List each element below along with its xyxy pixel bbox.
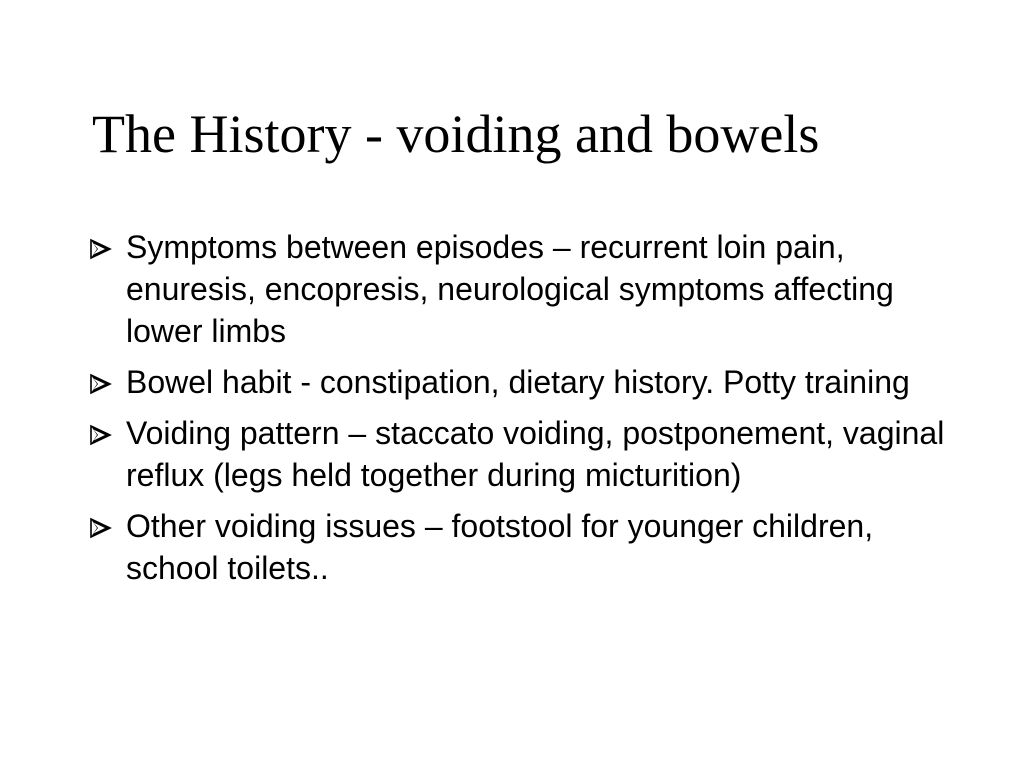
- bullet-item: [88, 412, 948, 496]
- slide-title: The History - voiding and bowels: [92, 104, 820, 164]
- bullet-text: Symptoms between episodes – recurrent loin pain, enuresis, encopresis, neurological symptoms affecting lower limbs: [126, 229, 894, 349]
- bullet-item: [88, 361, 948, 403]
- arrowhead-bullet-icon: [88, 424, 114, 446]
- bullet-list: [88, 226, 948, 598]
- arrowhead-bullet-icon: [88, 373, 114, 395]
- bullet-text: Other voiding issues – footstool for younger children, school toilets..: [126, 508, 874, 586]
- arrowhead-bullet-icon: [88, 238, 114, 260]
- bullet-item: [88, 505, 948, 589]
- bullet-text: Bowel habit - constipation, dietary history. Potty training: [126, 364, 910, 400]
- bullet-item: [88, 226, 948, 352]
- arrowhead-bullet-icon: [88, 517, 114, 539]
- bullet-text: Voiding pattern – staccato voiding, postponement, vaginal reflux (legs held together during micturition): [126, 415, 945, 493]
